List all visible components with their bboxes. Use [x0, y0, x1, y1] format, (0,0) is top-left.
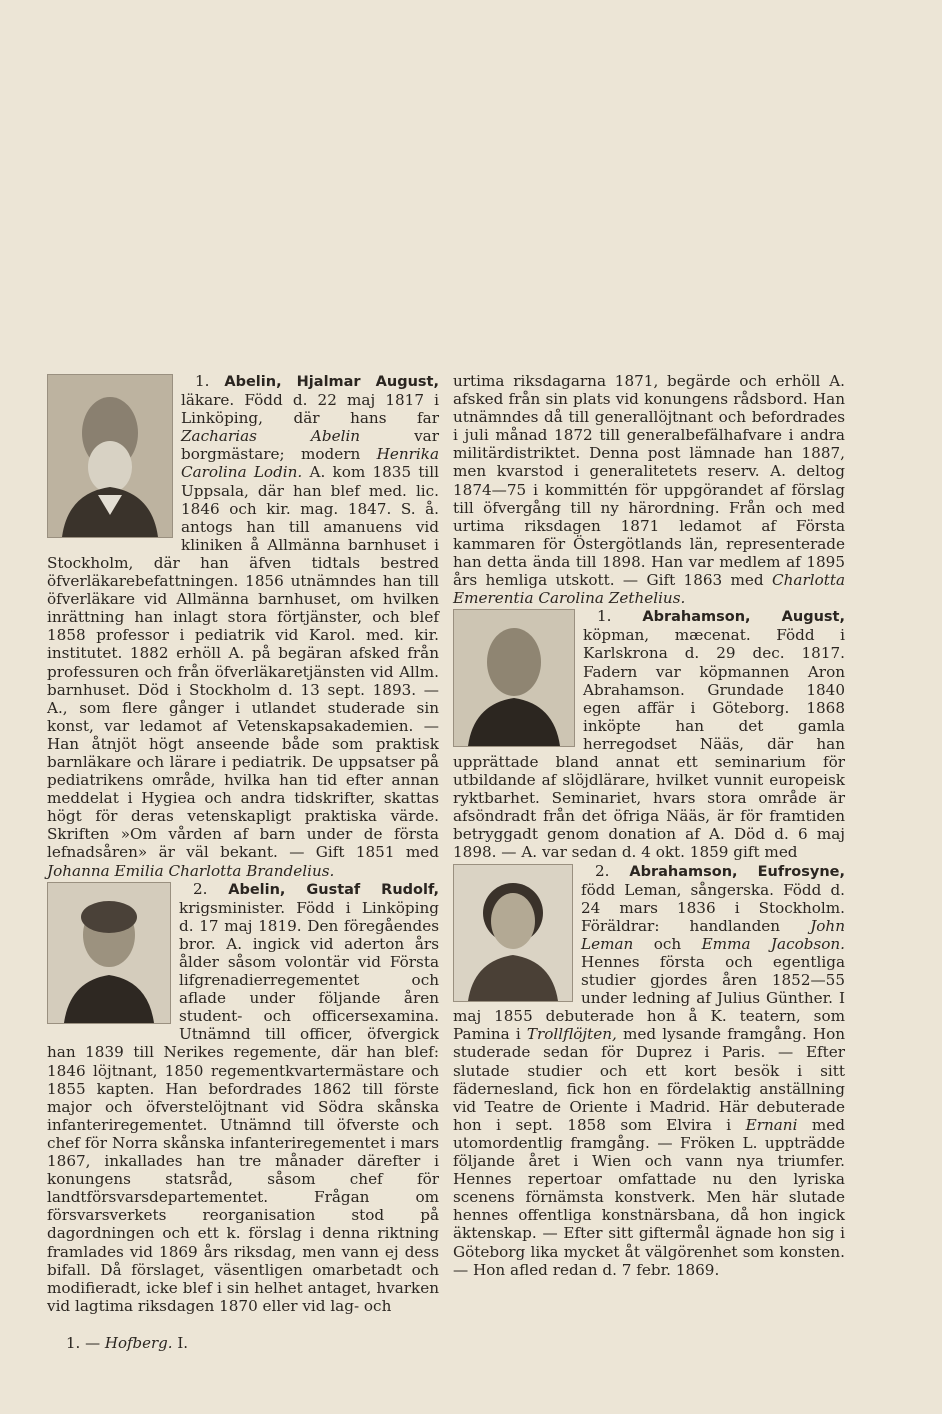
- signature-line: [66, 1334, 188, 1352]
- portrait-abrahamson-eufrosyne: [453, 864, 573, 1002]
- mother-name: Henrika Carolina Lodin.: [181, 445, 439, 482]
- signature: Hofberg.: [104, 1334, 173, 1352]
- entry-name: Abrahamson, Eufrosyne,: [629, 863, 846, 880]
- volume-number: I.: [172, 1334, 189, 1352]
- mother-name: Emma Jacobson.: [701, 934, 845, 953]
- sheet-number: 1.: [66, 1334, 81, 1352]
- entry-text: A. kom 1835 till Uppsala, där han blef med. lic. 1846 och kir. mag. 1847. S. å. antogs han till amanuens vid kliniken å Allmänna barnhuset i Stockholm, där han äfven tidtals bestred öfverläkarebefattningen. 1856 utnämndes han till öfverläkare vid Allmänna barnhuset, om hvilken inrättning han inlagt stora förtjänster, och blef 1858 professor i pediatrik vid Karol. med. kir. institutet. 1882 erhöll A. på begäran afsked från professuren och från öfverläkaretjänsten vid Allm. barnhuset. Död i Stockholm d. 13 sept. 1893. — A., som flere gånger i utlandet studerade sin konst, var ledamot af Vetenskapsakademien. — Han åtnjöt högt anseende både som praktisk barnläkare och lärare i pediatrik. De uppsatser på pediatrikens område, hvilka han tid efter annan meddelat i Hygiea och andra tidskrifter, skattas högt för deras vetenskapligt praktiska värde. Skriften »Om vården af barn under de första lefnadsåren» är väl bekant. — Gift 1851 med: [47, 463, 439, 862]
- father-name: John Leman: [581, 916, 845, 953]
- entry-abrahamson-eufrosyne: [453, 862, 845, 1279]
- entry-name: Abelin, Hjalmar August,: [224, 374, 439, 390]
- entry-text: köpman, mæcenat. Född i Karlskrona d. 29 dec. 1817. Fadern var köpmannen Aron Abrahamson. Grundade 1840 egen affär i Göteborg. 1868 inköpte han det gamla herregodset Nääs, där han upprättade bland annat ett seminarium för utbildande af slöjdlärare, hvilket vunnit europeisk ryktbarhet. Seminariet, hvars stora område är afsöndradt från det öfriga Nääs, är för framtiden betryggadt genom donation af A. Död d. 6 maj 1898. — A. var sedan d. 4 okt. 1859 gift med: [453, 626, 845, 862]
- wife-name: Johanna Emilia Charlotta Brandelius.: [47, 861, 335, 880]
- entry-text: och: [633, 934, 702, 953]
- portrait-abelin-gustaf: [47, 882, 171, 1024]
- entry-abelin-hjalmar: [47, 372, 439, 880]
- entry-text: krigsminister. Född i Linköping d. 17 maj 1819. Den föregåendes bror. A. ingick vid aderton års ålder såsom volontär vid Första lifgrenadierregementet och aflade under följande åren student- och officersexamina. Utnämnd till officer, öfvergick han 1839 till Nerikes regemente, där han blef: 1846 löjtnant, 1850 regementkvartermästare och 1855 kapten. Han befordrades 1862 till förste major och öfverstelöjtnant vid Södra skånska infanteriregementet. Utnämnd till öfverste och chef för Norra skånska infanteriregementet i mars 1867, inkallades han tre månader därefter i konungens statsråd, såsom chef för landtförsvarsdepartementet. Frågan om försvarsverkets reorganisation stod på dagordningen och ett k. förslag i denna riktning framlades vid 1869 års riksdag, men vann ej dess bifall. Då förslaget, väsentligen omarbetadt och modifieradt, icke blef i sin helhet antaget, hvarken vid lagtima riksdagen 1870 eller vid lag- och: [47, 898, 439, 1315]
- entry-text: med lysande framgång. Hon studerade sedan för Duprez i Paris. — Efter slutade studier och ett kort besök i sitt fädernesland, fick hon en fördelaktig anställning vid Teatre de Oriente i Madrid. Här debuterade hon i sept. 1858 som Elvira i: [453, 1025, 845, 1134]
- entry-number: 2.: [193, 879, 208, 898]
- footer-dash: —: [80, 1334, 105, 1352]
- entry-number: 1.: [597, 607, 612, 626]
- entry-text: var borgmästare; modern: [181, 427, 439, 464]
- entry-continuation: [453, 372, 845, 607]
- entry-text: Hennes första och egentliga studier gjordes åren 1852—55 under ledning af Julius Günther. I maj 1855 debuterade hon å K. teatern, som Pamina i: [453, 953, 845, 1044]
- entry-text: född Leman, sångerska. Född d. 24 mars 1836 i Stockholm. Föräldrar: handlanden: [581, 880, 845, 935]
- entry-name: Abrahamson, August,: [642, 609, 845, 626]
- entry-number: 2.: [595, 861, 610, 880]
- entry-text: läkare. Född d. 22 maj 1817 i Linköping, där hans far: [181, 391, 439, 428]
- right-column: [453, 372, 845, 1279]
- entry-name: Abelin, Gustaf Rudolf,: [228, 881, 439, 898]
- opera-title: Trollflöjten,: [526, 1025, 617, 1044]
- father-name: Zacharias Abelin: [181, 427, 361, 446]
- entry-text: med utomordentlig framgång. — Fröken L. uppträdde följande året i Wien och vann nya triumfer. Hennes repertoar omfattade nu den lyriska scenens förnämsta konstverk. Men här slutade hennes offentliga konstnärsbana, då hon ingick äktenskap. — Efter sitt giftermål ägnade hon sig i Göteborg lika mycket åt välgörenhet som konsten. — Hon afled redan d. 7 febr. 1869.: [453, 1115, 845, 1279]
- entry-text: urtima riksdagarna 1871, begärde och erhöll A. afsked från sin plats vid konungens rådsbord. Han utnämndes då till generallöjtnant och befordrades i juli månad 1872 till generalbefälhafvare i andra militärdistriktet. Denna post lämnade han 1887, men kvarstod i generalitetets reserv. A. deltog 1874—75 i kommittén för uppgörandet af förslag till öfvergång till ny härordning. Från och med urtima riksdagen 1871 ledamot af Första kammaren för Östergötlands län, representerade han detta ända till 1898. Han var medlem af 1895 års hemliga utskott. — Gift 1863 med: [453, 372, 845, 590]
- entry-abelin-gustaf: [47, 880, 439, 1315]
- wife-name: Charlotta Emerentia Carolina Zethelius.: [453, 571, 845, 608]
- portrait-abrahamson-august: [453, 609, 575, 747]
- entry-abrahamson-august: [453, 607, 845, 861]
- entry-number: 1.: [195, 372, 210, 390]
- portrait-abelin-hjalmar: [47, 374, 173, 538]
- left-column: [47, 372, 439, 1315]
- opera-title: Ernani: [745, 1115, 798, 1134]
